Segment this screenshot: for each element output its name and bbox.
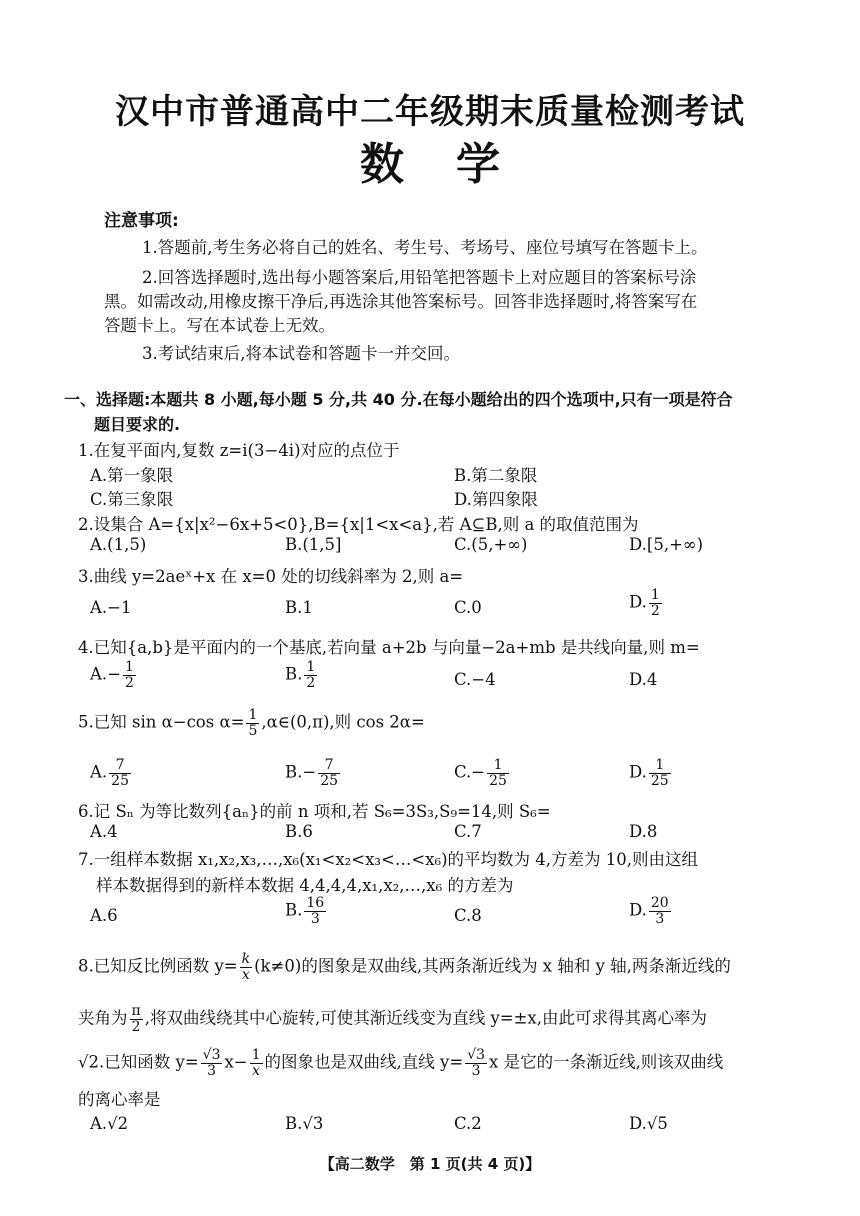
- notice-item-1: 1.答题前,考生务必将自己的姓名、考生号、考场号、座位号填写在答题卡上。: [142, 238, 708, 257]
- q6-stem: 6.记 Sₙ 为等比数列{aₙ}的前 n 项和,若 S₆=3S₃,S₉=14,则 S₆=: [78, 802, 551, 821]
- q2-option-b: B.(1,5]: [285, 535, 342, 554]
- notice-item-2-end: 答题卡上。写在本试卷上无效。: [104, 316, 335, 335]
- q5-option-d-fraction: [649, 758, 671, 788]
- q6-option-a: A.4: [90, 822, 118, 841]
- q3-option-b: B.1: [285, 598, 313, 617]
- fraction-numerator: 7: [109, 758, 131, 774]
- q5-option-a-fraction: [109, 758, 131, 788]
- notice-item-2: 2.回答选择题时,选出每小题答案后,用铅笔把答题卡上对应题目的答案标号涂: [142, 268, 697, 287]
- q4-stem: 4.已知{a,b}是平面内的一个基底,若向量 a+2b 与向量−2a+mb 是共线向量,则 m=: [78, 638, 700, 657]
- fraction-numerator: 1: [487, 758, 509, 774]
- q8-text: 8.已知反比例函数 y=: [78, 956, 238, 976]
- fraction-numerator: 7: [318, 758, 340, 774]
- q5-option-b: [285, 758, 342, 788]
- exam-title: 汉中市普通高中二年级期末质量检测考试: [115, 92, 745, 132]
- q7-option-b-label: B.: [285, 900, 303, 920]
- notice-heading: 注意事项:: [104, 211, 179, 231]
- notice-item-3: 3.考试结束后,将本试卷和答题卡一并交回。: [142, 344, 460, 363]
- q3-stem: 3.曲线 y=2aeˣ+x 在 x=0 处的切线斜率为 2,则 a=: [78, 567, 464, 586]
- q3-option-d-label: D.: [629, 592, 647, 612]
- q5-stem: [78, 708, 778, 738]
- q5-option-a: [90, 758, 133, 788]
- subject-title: 数学: [360, 139, 552, 190]
- q1-option-a: A.第一象限: [90, 466, 174, 485]
- fraction-denominator: 25: [320, 772, 339, 789]
- q8-option-c: C.2: [454, 1114, 482, 1133]
- notice-item-2-cont: 黑。如需改动,用橡皮擦干净后,再选涂其他答案标号。回答非选择题时,将答案写在: [104, 292, 698, 311]
- q7-stem-cont: 样本数据得到的新样本数据 4,4,4,4,x₁,x₂,…,x₆ 的方差为: [96, 876, 514, 895]
- q1-option-c: C.第三象限: [90, 490, 174, 509]
- q3-option-d: [629, 588, 664, 618]
- fraction-numerator: 1: [650, 587, 660, 603]
- q5-stem-part-2: ,α∈(0,π),则 cos 2α=: [261, 712, 425, 732]
- q7-option-d-fraction: [649, 896, 671, 926]
- q7-option-d-label: D.: [629, 900, 647, 920]
- q5-option-d: [629, 758, 673, 788]
- q5-option-c-label: C.−: [454, 762, 486, 782]
- section-heading: 一、选择题:本题共 8 小题,每小题 5 分,共 40 分.在每小题给出的四个选项中,只有一项是符合: [64, 390, 733, 409]
- q5-option-a-label: A.: [90, 762, 108, 782]
- fraction-denominator: 3: [471, 1062, 481, 1079]
- fraction-denominator: 2: [125, 674, 134, 691]
- q1-option-d: D.第四象限: [454, 490, 538, 509]
- fraction-numerator: π: [131, 1003, 141, 1019]
- q4-option-a-fraction: [123, 660, 136, 690]
- fraction-denominator: 25: [111, 772, 129, 789]
- q7-option-d: [629, 896, 673, 926]
- fraction-numerator: 20: [650, 895, 669, 911]
- q2-option-d: D.[5,+∞): [629, 535, 704, 554]
- q6-option-d: D.8: [629, 822, 658, 841]
- fraction-denominator: 3: [655, 910, 665, 927]
- q7-stem: 7.一组样本数据 x₁,x₂,x₃,…,x₆(x₁<x₂<x₃<…<x₆)的平均数为 4,方差为 10,则由这组: [78, 850, 698, 869]
- q8-stem-line-1: [78, 952, 778, 982]
- q8-text: 的图象也是双曲线,直线 y=: [264, 1052, 464, 1072]
- q8-text: ,将双曲线绕其中心旋转,可使其渐近线变为直线 y=±x,由此可求得其离心率为: [144, 1008, 707, 1028]
- q2-option-a: A.(1,5): [90, 535, 147, 554]
- q5-option-b-fraction: [318, 758, 340, 788]
- fraction-numerator: 1: [251, 1047, 261, 1063]
- page-footer: 【高二数学 第 1 页(共 4 页)】: [319, 1155, 541, 1173]
- q8-option-a: A.√2: [90, 1114, 129, 1133]
- q1-option-b: B.第二象限: [454, 466, 538, 485]
- q7-option-a: A.6: [90, 906, 118, 925]
- q3-option-c: C.0: [454, 598, 482, 617]
- q4-option-b: [285, 660, 319, 690]
- fraction-denominator: x: [252, 1062, 261, 1079]
- q5-stem-fraction: [246, 708, 259, 738]
- fraction-denominator: 3: [310, 910, 320, 927]
- q8-fraction-k-x: [240, 952, 252, 982]
- q8-fraction-1-x: [250, 1048, 263, 1078]
- fraction-numerator: 1: [248, 707, 258, 723]
- q2-stem: 2.设集合 A={x|x²−6x+5<0},B={x|1<x<a},若 A⊆B,则 a 的取值范围为: [78, 515, 639, 534]
- fraction-numerator: 1: [306, 659, 316, 675]
- q8-text: x−: [224, 1052, 248, 1072]
- q5-stem-part-1: 5.已知 sin α−cos α=: [78, 712, 245, 732]
- fraction-numerator: √3: [202, 1047, 221, 1063]
- q4-option-b-label: B.: [285, 664, 303, 684]
- q1-stem: 1.在复平面内,复数 z=i(3−4i)对应的点位于: [78, 441, 400, 460]
- q8-option-b: B.√3: [285, 1114, 324, 1133]
- q6-option-b: B.6: [285, 822, 313, 841]
- fraction-numerator: 16: [306, 895, 325, 911]
- q8-stem-line-4: 的离心率是: [78, 1090, 161, 1109]
- q7-option-b: [285, 896, 328, 926]
- fraction-numerator: √3: [467, 1047, 486, 1063]
- q4-option-b-fraction: [304, 660, 317, 690]
- q4-option-d: D.4: [629, 670, 658, 689]
- q8-option-d: D.√5: [629, 1114, 668, 1133]
- q5-option-b-label: B.−: [285, 762, 317, 782]
- q3-option-d-fraction: [649, 588, 662, 618]
- q8-text: 夹角为: [78, 1008, 128, 1028]
- q8-stem-line-3: [78, 1048, 778, 1078]
- q5-option-c: [454, 758, 511, 788]
- q5-option-c-fraction: [487, 758, 509, 788]
- fraction-numerator: k: [241, 951, 251, 967]
- q2-option-c: C.(5,+∞): [454, 535, 528, 554]
- q7-option-c: C.8: [454, 906, 482, 925]
- fraction-denominator: 25: [489, 772, 507, 789]
- q8-fraction-pi-2: [130, 1004, 143, 1034]
- q3-option-a: A.−1: [90, 598, 132, 617]
- fraction-denominator: x: [241, 966, 250, 983]
- q6-option-c: C.7: [454, 822, 482, 841]
- q4-option-a: [90, 660, 138, 690]
- fraction-numerator: 1: [649, 758, 671, 774]
- fraction-denominator: 2: [306, 674, 316, 691]
- fraction-denominator: 2: [650, 602, 660, 619]
- q8-stem-line-2: [78, 1004, 778, 1034]
- q5-option-d-label: D.: [629, 762, 647, 782]
- q8-fraction-sqrt3-3: [201, 1048, 223, 1078]
- fraction-denominator: 3: [207, 1062, 217, 1079]
- q8-text: (k≠0)的图象是双曲线,其两条渐近线为 x 轴和 y 轴,两条渐近线的: [254, 956, 731, 976]
- q8-fraction-sqrt3-3-b: [465, 1048, 487, 1078]
- q4-option-a-label: A.−: [90, 664, 121, 684]
- q8-text: x 是它的一条渐近线,则该双曲线: [489, 1052, 724, 1072]
- q8-text: √2.已知函数 y=: [78, 1052, 199, 1072]
- q7-option-b-fraction: [304, 896, 326, 926]
- fraction-denominator: 5: [248, 722, 258, 739]
- fraction-denominator: 2: [131, 1018, 141, 1035]
- section-heading-cont: 题目要求的.: [94, 415, 181, 434]
- q4-option-c: C.−4: [454, 670, 496, 689]
- fraction-numerator: 1: [125, 659, 134, 675]
- fraction-denominator: 25: [650, 772, 669, 789]
